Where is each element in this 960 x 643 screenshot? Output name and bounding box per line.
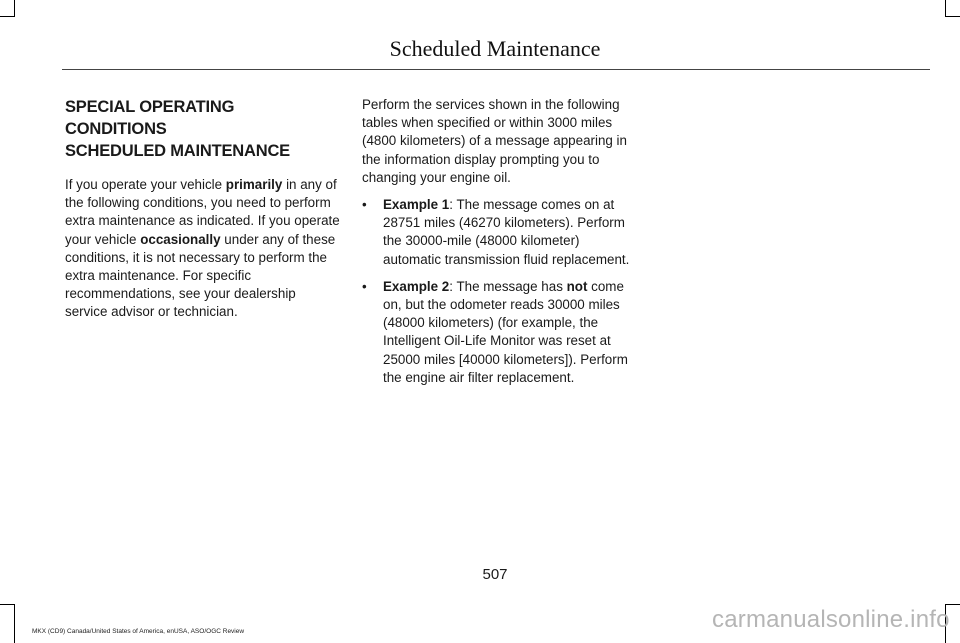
- header-divider: [62, 69, 930, 70]
- emphasis-occasionally: occasionally: [140, 231, 221, 247]
- crop-mark-top-left-h: [0, 16, 15, 17]
- examples-list: [362, 196, 637, 387]
- list-item: [362, 196, 637, 269]
- crop-mark-bottom-left-h: [0, 604, 15, 605]
- left-column: [65, 96, 340, 322]
- example-1-label: Example 1: [383, 197, 450, 213]
- crop-mark-bottom-right-h: [945, 604, 960, 605]
- right-column: [362, 96, 637, 396]
- services-paragraph: Perform the services shown in the following tables when specified or within 3000 miles (4800 kilometers) of a message appearing in the information display prompting you to changing your engine oil.: [362, 97, 627, 185]
- text-run: If you operate your vehicle: [65, 177, 226, 192]
- crop-mark-top-right-v: [945, 0, 946, 16]
- intro-paragraph: [65, 176, 340, 322]
- crop-mark-top-right-h: [945, 16, 960, 17]
- list-item: [362, 278, 637, 387]
- page-title: Scheduled Maintenance: [389, 36, 601, 61]
- watermark: carmanualsonline.info: [712, 606, 950, 633]
- page-number: 507: [482, 566, 508, 583]
- crop-mark-bottom-left-v: [14, 604, 15, 643]
- section-subheading: SCHEDULED MAINTENANCE: [65, 142, 290, 160]
- bullet-icon: •: [362, 197, 367, 213]
- crop-mark-top-left-v: [14, 0, 15, 16]
- example-2-text-end: come on, but the odometer reads 30000 miles (48000 kilometers) (for example, the Intelligent Oil-Life Monitor was reset at 25000 miles [40000 kilometers]). Perform the engine air filter replacement.: [383, 278, 628, 385]
- footer-text: MKX (CD9) Canada/United States of America, enUSA, ASO/OGC Review: [32, 628, 245, 635]
- example-2-text: : The message has: [449, 278, 567, 294]
- emphasis-not: not: [566, 278, 588, 294]
- example-1-text: : The message comes on at 28751 miles (46270 kilometers). Perform the 30000-mile (48000 kilometer) automatic transmission fluid replacement.: [383, 197, 630, 267]
- text-run: in any of the following conditions, you need to perform extra maintenance as indicated. If you operate your vehicle: [65, 177, 340, 247]
- bullet-icon: •: [362, 278, 367, 294]
- section-heading: SPECIAL OPERATING CONDITIONS: [65, 98, 235, 138]
- emphasis-primarily: primarily: [225, 177, 283, 192]
- text-run: under any of these conditions, it is not necessary to perform the extra maintenance. For specific recommendations, see your dealership service advisor or technician.: [65, 231, 336, 320]
- example-2-label: Example 2: [383, 278, 450, 294]
